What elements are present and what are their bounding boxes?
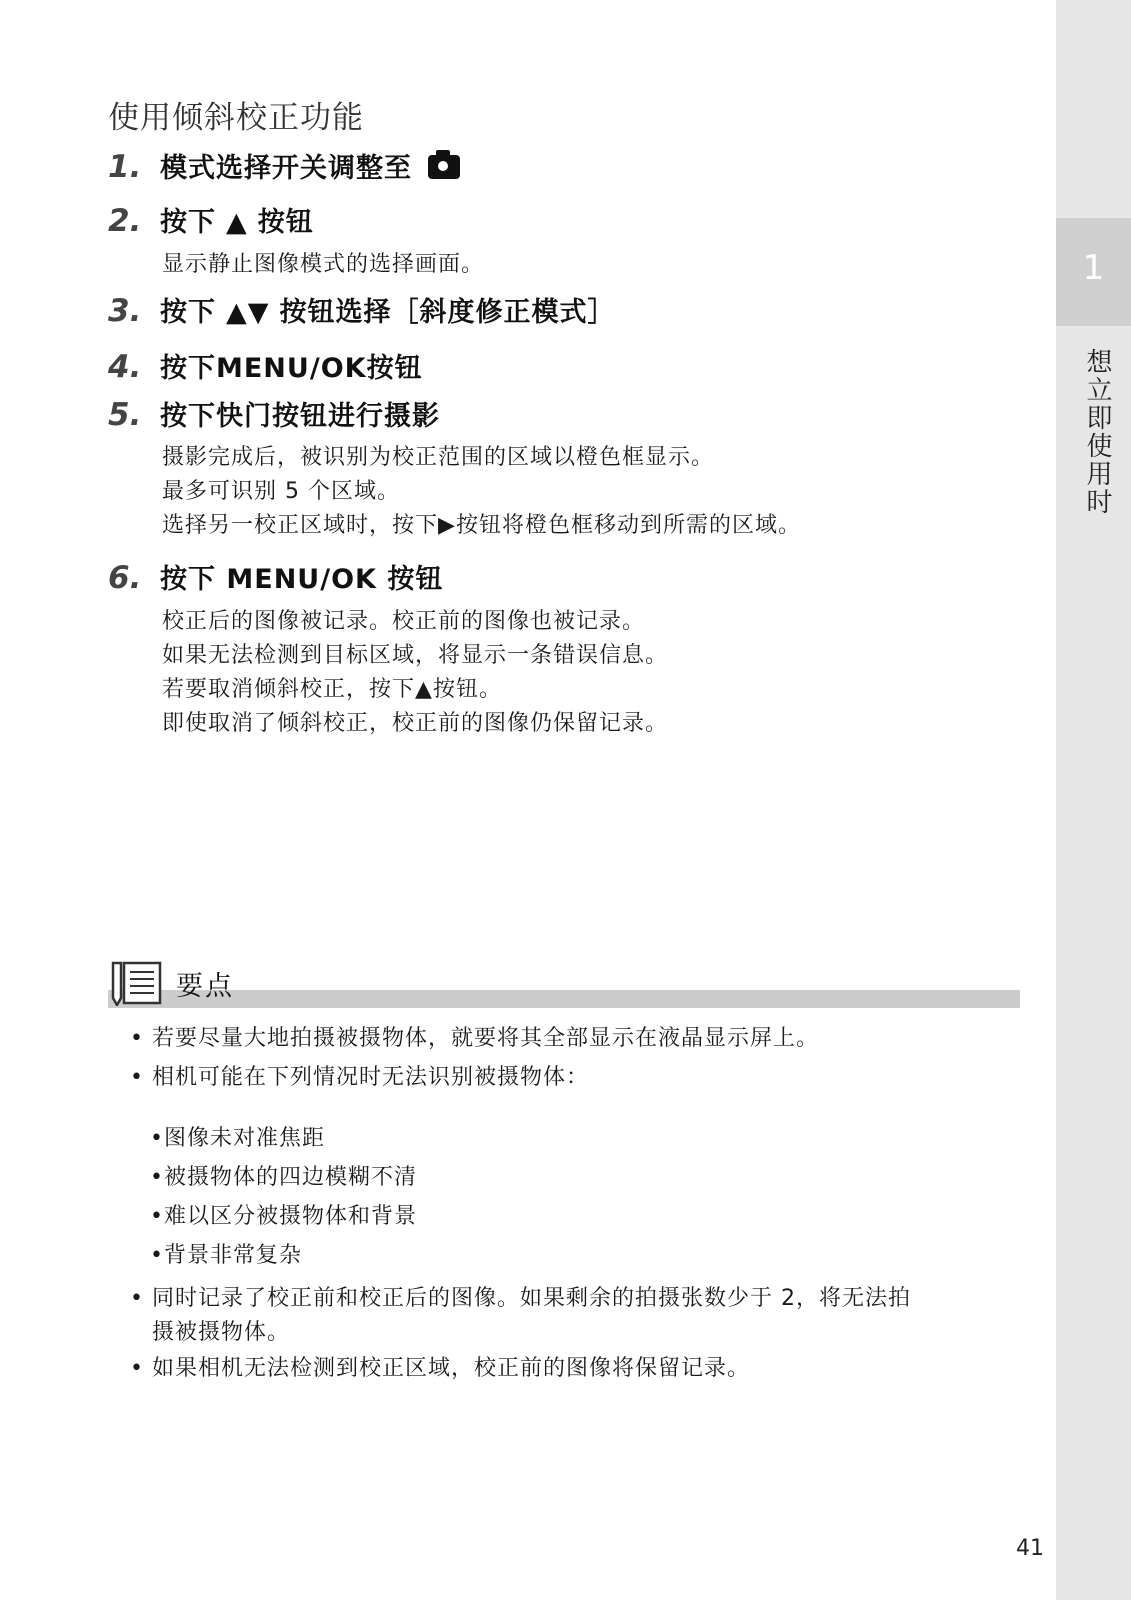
up-down-arrow-icon: ▲▼ (226, 297, 270, 328)
step-6-description-line: 校正后的图像被记录。校正前的图像也被记录。 (162, 609, 646, 634)
note-item-continuation: 摄被摄物体。 (152, 1320, 291, 1345)
memo-header-bar (108, 990, 1020, 1008)
step-number: 2. (108, 203, 142, 239)
note-item: • 同时记录了校正前和校正后的图像。如果剩余的拍摄张数少于 2，将无法拍 (130, 1282, 911, 1316)
sub-item: •背景非常复杂 (150, 1243, 302, 1268)
step-number: 6. (108, 560, 142, 596)
note-item: • 相机可能在下列情况时无法识别被摄物体： (130, 1061, 589, 1095)
memo-icon (110, 960, 164, 1006)
right-arrow-icon: ▶ (438, 513, 456, 538)
page-number: 41 (1016, 1536, 1044, 1561)
camera-icon (428, 155, 460, 179)
step-3 (108, 290, 616, 329)
section-title: 使用倾斜校正功能 (108, 100, 364, 136)
step-text: 按下MENU/OK按钮 (160, 353, 423, 384)
step-text: 按下 ▲ 按钮 (160, 207, 314, 238)
step-text: 按下快门按钮进行摄影 (160, 401, 440, 432)
step-6-description-line: 如果无法检测到目标区域，将显示一条错误信息。 (162, 643, 669, 668)
step-number: 5. (108, 397, 142, 433)
chapter-title: 想立即使用时 (1082, 348, 1112, 516)
step-6-description-line: 即使取消了倾斜校正，校正前的图像仍保留记录。 (162, 711, 669, 736)
step-6 (108, 557, 443, 596)
note-item: • 如果相机无法检测到校正区域，校正前的图像将保留记录。 (130, 1352, 750, 1386)
sub-item: •难以区分被摄物体和背景 (150, 1204, 417, 1229)
step-number: 4. (108, 349, 142, 385)
step-5-description-line: 摄影完成后，被识别为校正范围的区域以橙色框显示。 (162, 445, 715, 470)
step-text: 模式选择开关调整至 (160, 146, 460, 185)
bullet: • (130, 1286, 144, 1311)
memo-title: 要点 (176, 971, 234, 1002)
step-5 (108, 394, 440, 433)
sub-item: •被摄物体的四边模糊不清 (150, 1165, 417, 1190)
up-arrow-icon: ▲ (226, 207, 248, 238)
up-arrow-icon: ▲ (415, 677, 433, 702)
step-2 (108, 200, 314, 239)
step-number: 3. (108, 293, 142, 329)
step-6-description-line: 若要取消倾斜校正，按下▲按钮。 (162, 677, 502, 702)
bullet: • (130, 1065, 144, 1090)
step-number: 1. (108, 149, 142, 185)
step-1 (108, 146, 460, 185)
bullet: • (130, 1356, 144, 1381)
note-item: • 若要尽量大地拍摄被摄物体，就要将其全部显示在液晶显示屏上。 (130, 1022, 819, 1056)
step-text: 按下 ▲▼ 按钮选择［斜度修正模式］ (160, 297, 616, 328)
step-2-description: 显示静止图像模式的选择画面。 (162, 252, 485, 277)
step-4 (108, 346, 423, 385)
chapter-number: 1 (1082, 248, 1105, 288)
step-text: 按下 MENU/OK 按钮 (160, 564, 444, 595)
step-5-description-line: 选择另一校正区域时，按下▶按钮将橙色框移动到所需的区域。 (162, 513, 801, 538)
sub-item: •图像未对准焦距 (150, 1126, 325, 1151)
step-5-description-line: 最多可识别 5 个区域。 (162, 479, 400, 504)
bullet: • (130, 1026, 144, 1051)
